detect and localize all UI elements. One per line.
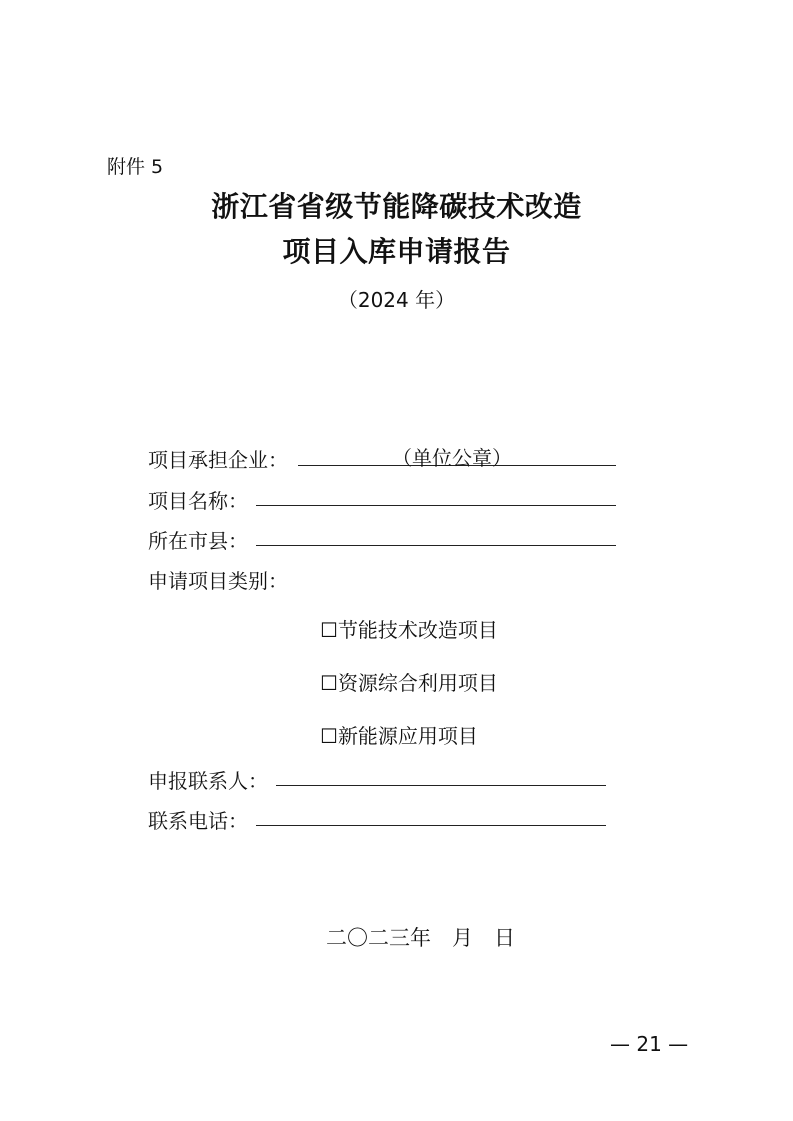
- date-month: 月: [452, 926, 473, 950]
- category-option-energy-saving[interactable]: [320, 614, 498, 643]
- document-title-line-1: 浙江省省级节能降碳技术改造: [211, 190, 582, 223]
- phone-field-line[interactable]: [256, 825, 606, 826]
- category-option-label: 新能源应用项目: [337, 724, 478, 748]
- category-option-label: 资源综合利用项目: [337, 671, 498, 695]
- company-label: 项目承担企业：: [148, 448, 288, 472]
- contact-label: 申报联系人：: [148, 769, 268, 793]
- signing-date: [326, 922, 515, 952]
- document-title-line-2: 项目入库申请报告: [282, 235, 511, 268]
- date-year: 二〇二三年: [326, 926, 431, 950]
- category-option-label: 节能技术改造项目: [337, 618, 498, 642]
- year-note: （2024 年）: [337, 288, 456, 312]
- contact-field-line[interactable]: [276, 785, 606, 786]
- page-number: — 21 —: [610, 1032, 689, 1056]
- checkbox-icon[interactable]: ☐: [320, 671, 338, 695]
- company-seal-note: （单位公章）: [392, 446, 512, 470]
- city-label: 所在市县：: [148, 529, 248, 553]
- checkbox-icon[interactable]: ☐: [320, 724, 338, 748]
- phone-label: 联系电话：: [148, 809, 248, 833]
- city-field-line[interactable]: [256, 545, 616, 546]
- project-name-label: 项目名称：: [148, 489, 248, 513]
- date-day: 日: [494, 926, 515, 950]
- checkbox-icon[interactable]: ☐: [320, 618, 338, 642]
- category-option-new-energy[interactable]: [320, 720, 478, 749]
- project-name-field-line[interactable]: [256, 505, 616, 506]
- category-label: 申请项目类别：: [148, 569, 288, 593]
- attachment-label: 附件 5: [107, 156, 164, 178]
- category-option-resource-utilization[interactable]: [320, 667, 498, 696]
